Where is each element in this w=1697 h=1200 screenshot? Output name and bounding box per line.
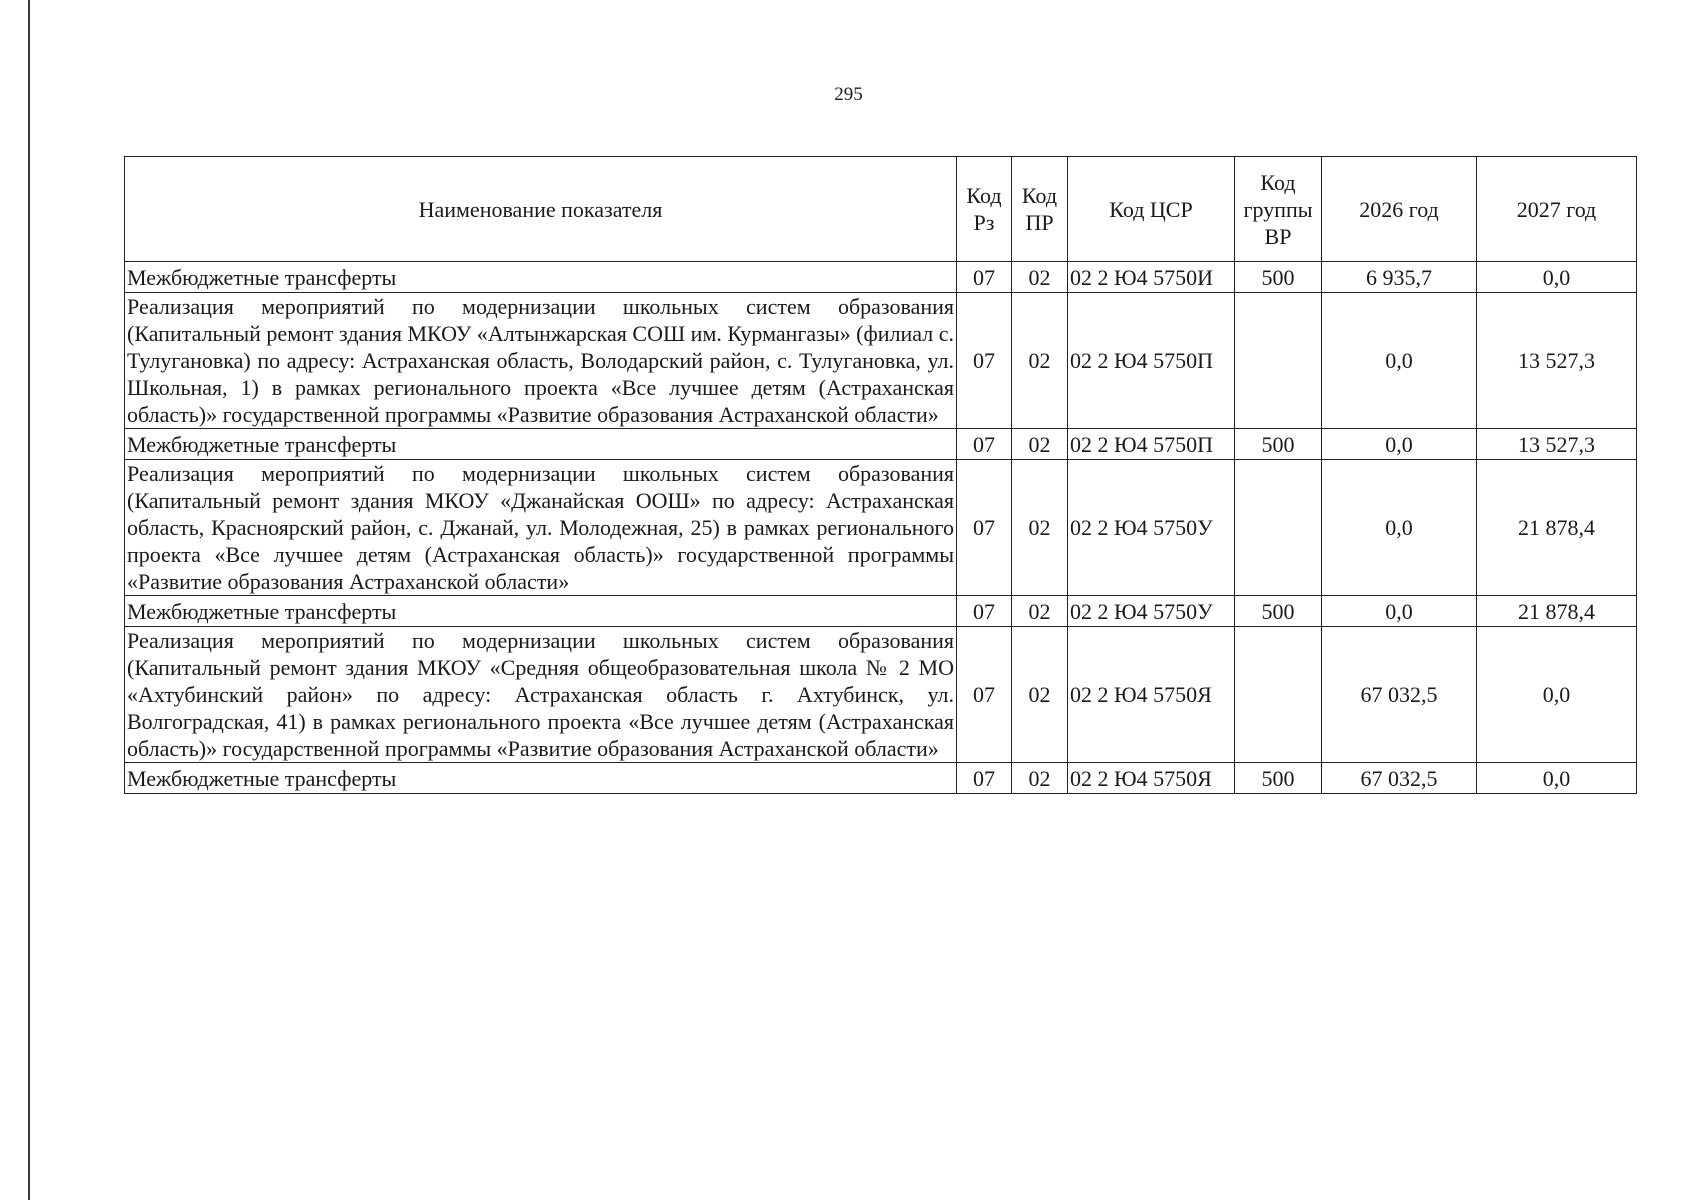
cell-csr: 02 2 Ю4 5750П	[1068, 429, 1235, 460]
cell-rz: 07	[957, 627, 1012, 763]
page-number: 295	[834, 84, 863, 105]
cell-name: Реализация мероприятий по модернизации школьных систем образования (Капитальный ремонт здания МКОУ «Средняя общеобразовательная школа № 2 МО «Ахтубинский район» по адресу: Астраханская область г. Ахтубинск, ул. Волгоградская, 41) в рамках регионального проекта «Все лучшее детям (Астраханская область)» государственной программы «Развитие образования Астраханской области»	[125, 627, 957, 763]
header-rz: Код Рз	[957, 157, 1012, 262]
cell-2026: 67 032,5	[1322, 627, 1477, 763]
header-2026: 2026 год	[1322, 157, 1477, 262]
header-2027: 2027 год	[1477, 157, 1637, 262]
cell-pr: 02	[1012, 460, 1068, 596]
cell-pr: 02	[1012, 763, 1068, 794]
cell-vr: 500	[1235, 429, 1322, 460]
cell-2027: 0,0	[1477, 627, 1637, 763]
header-pr: Код ПР	[1012, 157, 1068, 262]
table-row	[125, 429, 1637, 460]
cell-rz: 07	[957, 460, 1012, 596]
cell-2026: 0,0	[1322, 293, 1477, 429]
cell-vr	[1235, 460, 1322, 596]
cell-2027: 21 878,4	[1477, 460, 1637, 596]
cell-rz: 07	[957, 429, 1012, 460]
cell-2026: 0,0	[1322, 596, 1477, 627]
cell-2026: 0,0	[1322, 429, 1477, 460]
cell-name: Межбюджетные трансферты	[125, 429, 957, 460]
cell-csr: 02 2 Ю4 5750Я	[1068, 763, 1235, 794]
header-name: Наименование показателя	[125, 157, 957, 262]
header-vr: Код группы ВР	[1235, 157, 1322, 262]
cell-2027: 0,0	[1477, 763, 1637, 794]
cell-csr: 02 2 Ю4 5750У	[1068, 460, 1235, 596]
cell-2027: 21 878,4	[1477, 596, 1637, 627]
cell-2026: 0,0	[1322, 460, 1477, 596]
cell-2026: 6 935,7	[1322, 262, 1477, 293]
cell-2027: 0,0	[1477, 262, 1637, 293]
table-row	[125, 262, 1637, 293]
cell-rz: 07	[957, 262, 1012, 293]
budget-table	[124, 156, 1637, 794]
cell-csr: 02 2 Ю4 5750И	[1068, 262, 1235, 293]
table-row	[125, 460, 1637, 596]
cell-pr: 02	[1012, 596, 1068, 627]
table-header-row	[125, 157, 1637, 262]
table-row	[125, 763, 1637, 794]
cell-pr: 02	[1012, 627, 1068, 763]
cell-2027: 13 527,3	[1477, 293, 1637, 429]
cell-name: Межбюджетные трансферты	[125, 596, 957, 627]
header-csr: Код ЦСР	[1068, 157, 1235, 262]
cell-rz: 07	[957, 763, 1012, 794]
cell-vr: 500	[1235, 262, 1322, 293]
table-row	[125, 627, 1637, 763]
cell-rz: 07	[957, 596, 1012, 627]
cell-name: Межбюджетные трансферты	[125, 763, 957, 794]
cell-name: Межбюджетные трансферты	[125, 262, 957, 293]
cell-rz: 07	[957, 293, 1012, 429]
cell-vr: 500	[1235, 763, 1322, 794]
scan-edge-line	[28, 0, 30, 1200]
cell-pr: 02	[1012, 293, 1068, 429]
cell-pr: 02	[1012, 262, 1068, 293]
cell-vr: 500	[1235, 596, 1322, 627]
cell-csr: 02 2 Ю4 5750У	[1068, 596, 1235, 627]
table-row	[125, 596, 1637, 627]
cell-vr	[1235, 627, 1322, 763]
cell-2027: 13 527,3	[1477, 429, 1637, 460]
cell-name: Реализация мероприятий по модернизации школьных систем образования (Капитальный ремонт здания МКОУ «Джанайская ООШ» по адресу: Астраханская область, Красноярский район, с. Джанай, ул. Молодежная, 25) в рамках регионального проекта «Все лучшее детям (Астраханская область)» государственной программы «Развитие образования Астраханской области»	[125, 460, 957, 596]
cell-csr: 02 2 Ю4 5750Я	[1068, 627, 1235, 763]
cell-2026: 67 032,5	[1322, 763, 1477, 794]
cell-pr: 02	[1012, 429, 1068, 460]
table-row	[125, 293, 1637, 429]
cell-vr	[1235, 293, 1322, 429]
cell-name: Реализация мероприятий по модернизации школьных систем образования (Капитальный ремонт здания МКОУ «Алтынжарская СОШ им. Курмангазы» (филиал с. Тулугановка) по адресу: Астраханская область, Володарский район, с. Тулугановка, ул. Школьная, 1) в рамках регионального проекта «Все лучшее детям (Астраханская область)» государственной программы «Развитие образования Астраханской области»	[125, 293, 957, 429]
cell-csr: 02 2 Ю4 5750П	[1068, 293, 1235, 429]
